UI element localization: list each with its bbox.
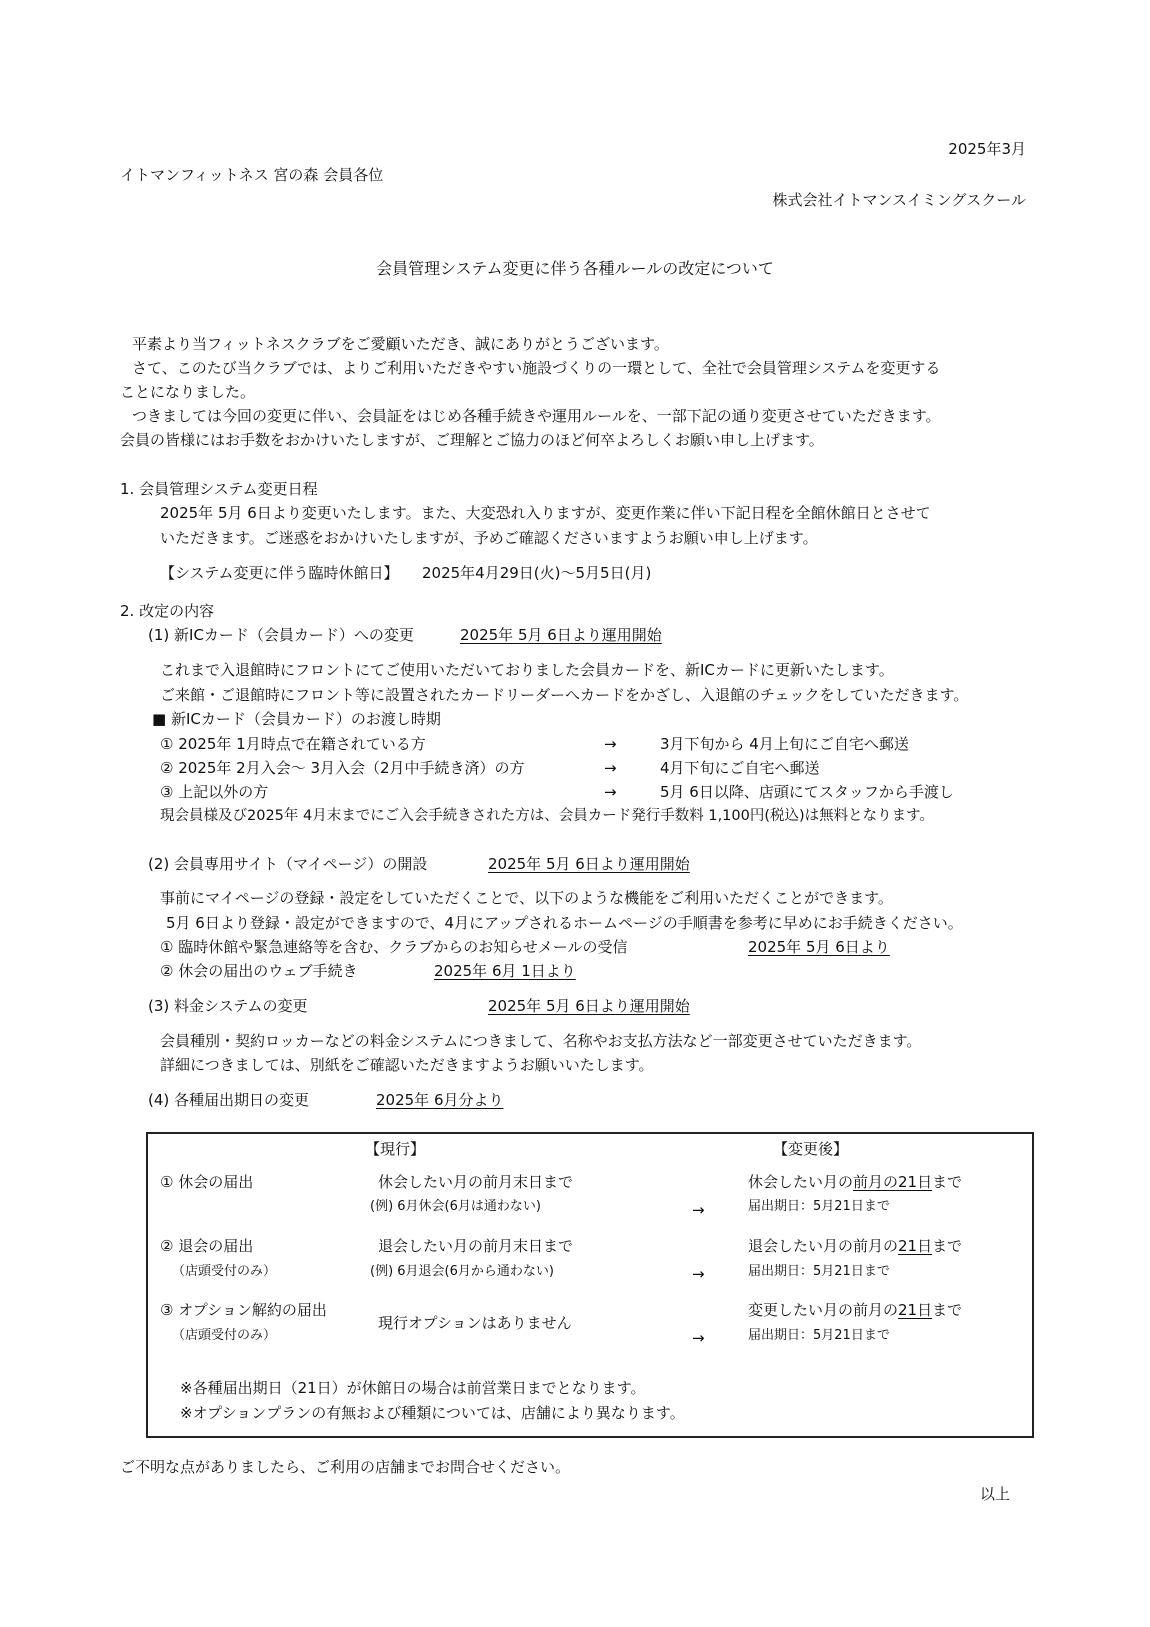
feature-1-label: ① 臨時休館や緊急連絡等を含む、クラブからのお知らせメールの受信 — [160, 938, 628, 956]
row2-arrow: → — [692, 1265, 705, 1283]
row3-deadline: 届出期日：5月21日まで — [748, 1328, 890, 1343]
delivery-arrow-1: → — [604, 735, 617, 753]
row1-new-c: まで — [932, 1173, 963, 1191]
intro-line-3: ことになりました。 — [120, 383, 256, 401]
sub2-line-1: 事前にマイページの登録・設定をしていただくことで、以下のような機能をご利用いただくことができます。 — [160, 889, 893, 907]
intro-line-1: 平素より当フィットネスクラブをご愛顧いただき、誠にありがとうございます。 — [132, 335, 669, 353]
row2-label: ② 退会の届出 — [160, 1237, 254, 1255]
delivery-who-3: ③ 上記以外の方 — [160, 783, 269, 801]
document-title: 会員管理システム変更に伴う各種ルールの改定について — [376, 259, 774, 278]
sub4-title: (4) 各種届出期日の変更 — [148, 1091, 310, 1109]
sub3-start: 2025年 5月 6日より運用開始 — [488, 997, 690, 1015]
row1-new — [748, 1172, 962, 1192]
intro-line-5: 会員の皆様にはお手数をおかけいたしますが、ご理解とご協力のほど何卒よろしくお願い申し上げます。 — [120, 431, 824, 449]
intro-line-4: つきましては今回の変更に伴い、会員証をはじめ各種手続きや運用ルールを、一部下記の通り変更させていただきます。 — [132, 407, 941, 425]
row3-new — [748, 1300, 962, 1320]
row2-deadline: 届出期日：5月21日まで — [748, 1264, 890, 1279]
closing-contact: ご不明な点がありましたら、ご利用の店舗までお問合せください。 — [120, 1458, 571, 1476]
delivery-who-2: ② 2025年 2月入会～ 3月入会（2月中手続き済）の方 — [160, 759, 525, 777]
table-note-1: ※各種届出期日（21日）が休館日の場合は前営業日までとなります。 — [180, 1379, 646, 1397]
section1-heading: 1. 会員管理システム変更日程 — [120, 480, 318, 498]
sub1-title: (1) 新ICカード（会員カード）への変更 — [148, 626, 414, 644]
row3-label: ③ オプション解約の届出 — [160, 1301, 327, 1319]
row3-new-c: まで — [932, 1301, 963, 1319]
delivery-arrow-3: → — [604, 783, 617, 801]
delivery-when-1: 3月下旬から 4月上旬にご自宅へ郵送 — [660, 735, 909, 753]
section1-line-2: いただきます。ご迷惑をおかけいたしますが、予めご確認くださいますようお願い申し上げます。 — [160, 529, 818, 547]
row3-note: （店頭受付のみ） — [172, 1328, 277, 1343]
row3-new-b: 21日 — [898, 1301, 933, 1319]
col-new-header: 【変更後】 — [773, 1140, 849, 1158]
sub2-title: (2) 会員専用サイト（マイページ）の開設 — [148, 855, 428, 873]
row1-current-example: (例) 6月休会(6月は通わない) — [370, 1199, 541, 1214]
sub3-line-1: 会員種別・契約ロッカーなどの料金システムにつきまして、名称やお支払方法など一部変更させていただきます。 — [160, 1032, 922, 1050]
row2-new-b: 21日 — [898, 1237, 933, 1255]
delivery-arrow-2: → — [604, 759, 617, 777]
sub3-title: (3) 料金システムの変更 — [148, 997, 308, 1015]
fee-note: 現会員様及び2025年 4月末までにご入会手続きされた方は、会員カード発行手数料 1,100円(税込)は無料となります。 — [160, 808, 935, 824]
sub3-line-2: 詳細につきましては、別紙をご確認いただきますようお願いいたします。 — [160, 1056, 654, 1074]
sub1-line-2: ご来館・ご退館時にフロント等に設置されたカードリーダーへカードをかざし、入退館のチェックをしていただきます。 — [160, 686, 969, 704]
row1-new-b: 前月の21日 — [853, 1173, 933, 1191]
row2-new-a: 退会したい月の前月の — [748, 1237, 899, 1255]
row2-note: （店頭受付のみ） — [172, 1264, 277, 1279]
row1-current: 休会したい月の前月末日まで — [378, 1173, 574, 1191]
sub2-line-2: 5月 6日より登録・設定ができますので、4月にアップされるホームページの手順書を参考に早めにお手続きください。 — [166, 914, 963, 932]
feature-1-date: 2025年 5月 6日より — [748, 938, 890, 956]
row1-new-a: 休会したい月の — [748, 1173, 854, 1191]
row1-label: ① 休会の届出 — [160, 1173, 254, 1191]
row2-current: 退会したい月の前月末日まで — [378, 1237, 574, 1255]
document-date: 2025年3月 — [948, 140, 1026, 158]
row2-new — [748, 1236, 962, 1256]
intro-line-2: さて、このたび当クラブでは、よりご利用いただきやすい施設づくりの一環として、全社で会員管理システムを変更する — [132, 359, 941, 377]
section1-line-1: 2025年 5月 6日より変更いたします。また、大変恐れ入りますが、変更作業に伴い下記日程を全館休館日とさせて — [160, 504, 931, 522]
row3-current: 現行オプションはありません — [378, 1314, 572, 1332]
feature-2-label: ② 休会の届出のウェブ手続き — [160, 962, 358, 980]
recipient: イトマンフィットネス 宮の森 会員各位 — [120, 166, 384, 184]
row3-arrow: → — [692, 1329, 705, 1347]
row3-new-a: 変更したい月の前月の — [748, 1301, 899, 1319]
row1-deadline: 届出期日：5月21日まで — [748, 1199, 890, 1214]
delivery-heading: ■ 新ICカード（会員カード）のお渡し時期 — [152, 710, 441, 728]
col-current-header: 【現行】 — [365, 1140, 426, 1158]
sender: 株式会社イトマンスイミングスクール — [772, 191, 1026, 209]
delivery-when-3: 5月 6日以降、店頭にてスタッフから手渡し — [660, 783, 954, 801]
closing-mark: 以上 — [980, 1485, 1011, 1503]
delivery-who-1: ① 2025年 1月時点で在籍されている方 — [160, 735, 426, 753]
sub4-start: 2025年 6月分より — [376, 1091, 504, 1109]
section2-heading: 2. 改定の内容 — [120, 602, 215, 620]
table-note-2: ※オプションプランの有無および種類については、店舗により異なります。 — [180, 1404, 685, 1422]
delivery-when-2: 4月下旬にご自宅へ郵送 — [660, 759, 820, 777]
row2-new-c: まで — [932, 1237, 963, 1255]
sub1-line-1: これまで入退館時にフロントにてご使用いただいておりました会員カードを、新ICカードに更新いたします。 — [160, 661, 894, 679]
sub1-start: 2025年 5月 6日より運用開始 — [460, 626, 662, 644]
closure-dates: 2025年4月29日(火)～5月5日(月) — [422, 564, 652, 582]
row2-current-example: (例) 6月退会(6月から通わない) — [370, 1264, 554, 1279]
feature-2-date: 2025年 6月 1日より — [434, 962, 576, 980]
row1-arrow: → — [692, 1201, 705, 1219]
sub2-start: 2025年 5月 6日より運用開始 — [488, 855, 690, 873]
closure-label: 【システム変更に伴う臨時休館日】 — [160, 564, 399, 582]
